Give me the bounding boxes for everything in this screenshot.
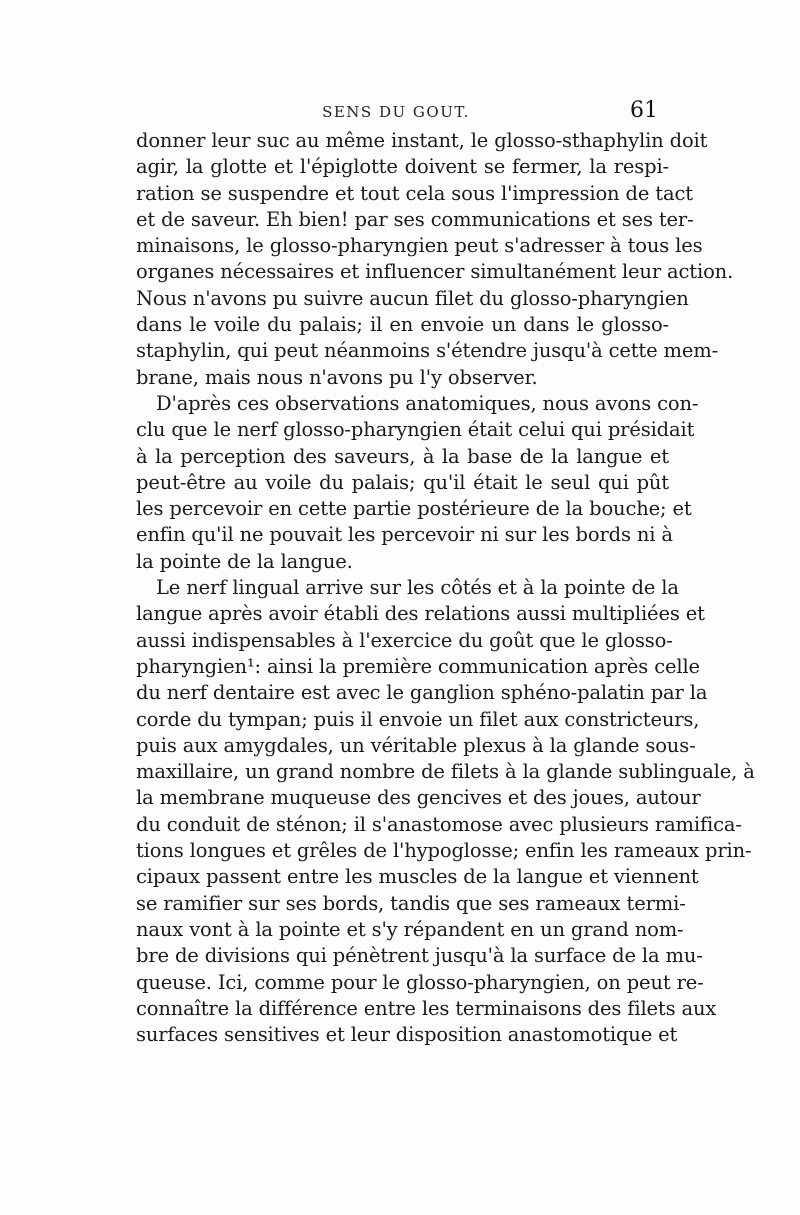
text-line: bre de divisions qui pénètrent jusqu'à la surface de la mu- — [136, 944, 703, 968]
page-number: 61 — [630, 98, 658, 123]
text-line: la pointe de la langue. — [136, 549, 353, 573]
text-line: maxillaire, un grand nombre de filets à la glande sublinguale, à — [136, 760, 755, 784]
text-line: tions longues et grêles de l'hypoglosse; enfin les rameaux prin- — [136, 839, 752, 863]
text-line: aussi indispensables à l'exercice du goût que le glosso- — [136, 628, 673, 652]
text-line: D'après ces observations anatomiques, nous avons con- — [156, 391, 699, 415]
text-line: dans le voile du palais; il en envoie un dans le glosso- — [136, 313, 669, 337]
text-line: enfin qu'il ne pouvait les percevoir ni sur les bords ni à — [136, 523, 673, 547]
text-line: se ramifier sur ses bords, tandis que ses rameaux termi- — [136, 891, 686, 915]
text-line: puis aux amygdales, un véritable plexus à la glande sous- — [136, 733, 696, 757]
text-line: Nous n'avons pu suivre aucun filet du glosso-pharyngien — [136, 286, 689, 310]
text-line: connaître la différence entre les terminaisons des filets aux — [136, 996, 717, 1020]
text-line: à la perception des saveurs, à la base de la langue et — [136, 444, 669, 468]
text-line: et de saveur. Eh bien! par ses communications et ses ter- — [136, 207, 694, 231]
text-line: les percevoir en cette partie postérieure de la bouche; et — [136, 497, 692, 521]
text-line: du nerf dentaire est avec le ganglion sphéno-palatin par la — [136, 681, 708, 705]
text-line: la membrane muqueuse des gencives et des joues, autour — [136, 786, 701, 810]
text-line: pharyngien¹: ainsi la première communication après celle — [136, 654, 700, 678]
text-line: corde du tympan; puis il envoie un filet aux constricteurs, — [136, 707, 700, 731]
text-line: langue après avoir établi des relations aussi multipliées et — [136, 602, 705, 626]
text-line: agir, la glotte et l'épiglotte doivent se fermer, la respi- — [136, 155, 669, 179]
text-line: ration se suspendre et tout cela sous l'impression de tact — [136, 181, 693, 205]
text-line: naux vont à la pointe et s'y répandent en un grand nom- — [136, 917, 684, 941]
body-text — [136, 128, 755, 1048]
text-line: surfaces sensitives et leur disposition anastomotique et — [136, 1023, 678, 1047]
running-head — [136, 99, 656, 125]
text-line: Le nerf lingual arrive sur les côtés et à la pointe de la — [156, 576, 679, 600]
text-line: cipaux passent entre les muscles de la langue et viennent — [136, 865, 699, 889]
text-line: clu que le nerf glosso-pharyngien était celui qui présidait — [136, 418, 695, 442]
text-line: minaisons, le glosso-pharyngien peut s'adresser à tous les — [136, 234, 703, 258]
text-line: donner leur suc au même instant, le glosso-sthaphylin doit — [136, 129, 708, 152]
text-line: organes nécessaires et influencer simultanément leur action. — [136, 260, 734, 284]
text-line: peut-être au voile du palais; qu'il était le seul qui pût — [136, 470, 669, 494]
text-line: queuse. Ici, comme pour le glosso-pharyngien, on peut re- — [136, 970, 704, 994]
text-line: staphylin, qui peut néanmoins s'étendre jusqu'à cette mem- — [136, 339, 719, 363]
text-line: du conduit de sténon; il s'anastomose avec plusieurs ramifica- — [136, 812, 742, 836]
running-title: SENS DU GOUT. — [322, 103, 470, 121]
text-line: brane, mais nous n'avons pu l'y observer. — [136, 365, 538, 389]
